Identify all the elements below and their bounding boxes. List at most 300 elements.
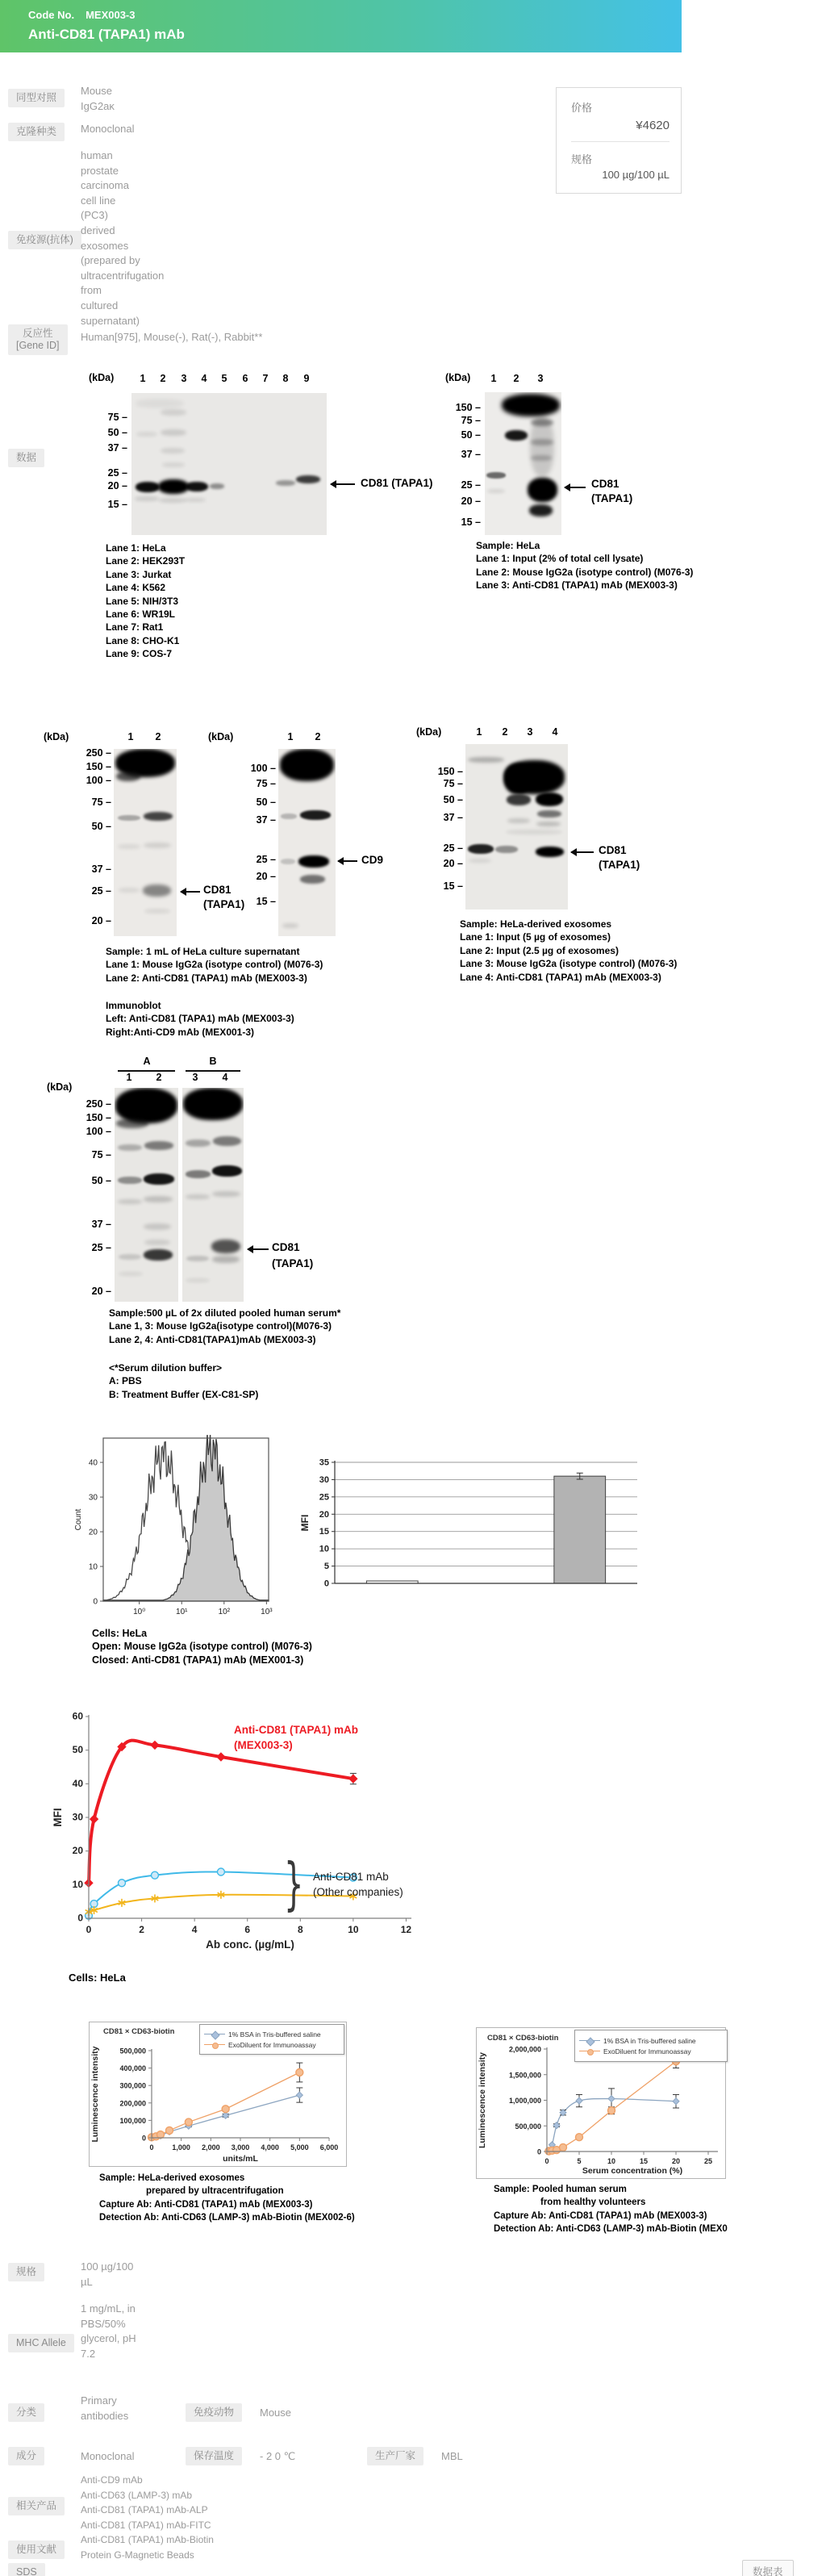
svg-text:40: 40 xyxy=(72,1777,83,1789)
band-label: CD9 xyxy=(361,854,384,866)
text-line: 7.2 xyxy=(81,2347,96,2360)
band-arrow xyxy=(248,1248,269,1250)
svg-text:5,000: 5,000 xyxy=(290,2143,309,2152)
text-line: Lane 1: Input (5 µg of exosomes) xyxy=(460,931,611,943)
svg-text:0: 0 xyxy=(93,1597,98,1607)
text-line: Lane 5: NIH/3T3 xyxy=(106,595,179,607)
band-label: (TAPA1) xyxy=(272,1257,314,1269)
text-line[interactable]: Anti-CD81 (TAPA1) mAb-ALP xyxy=(81,2504,208,2516)
facs-mfi-bar-svg xyxy=(298,1445,645,1606)
text-line: <*Serum dilution buffer> xyxy=(109,1362,223,1374)
mhc-allele-label: MHC Allele xyxy=(8,2334,74,2352)
text-line: carcinoma xyxy=(81,179,129,192)
text-line: [Gene ID] xyxy=(16,340,60,351)
svg-text:10⁰: 10⁰ xyxy=(133,1608,146,1616)
manufacturer-value: MBL xyxy=(441,2450,463,2462)
text-line[interactable]: Protein G-Magnetic Beads xyxy=(81,2549,194,2561)
text-line: (PC3) xyxy=(81,209,108,222)
band-label: (TAPA1) xyxy=(203,898,245,910)
text-line: B: Treatment Buffer (EX-C81-SP) xyxy=(109,1388,259,1400)
page-header xyxy=(0,0,682,52)
panel-b-label: B xyxy=(209,1056,217,1067)
isotype-value xyxy=(81,84,115,114)
text-line: antibodies xyxy=(81,2409,129,2422)
text-line: Cells: HeLa xyxy=(92,1628,148,1639)
legend-entry: ExoDiluent for Immunoassay xyxy=(603,2047,691,2055)
svg-text:2: 2 xyxy=(139,1924,144,1935)
svg-text:20: 20 xyxy=(671,2157,681,2165)
text-line: Lane 2: HEK293T xyxy=(106,555,186,567)
text-line[interactable]: Anti-CD81 (TAPA1) mAb-Biotin xyxy=(81,2534,214,2546)
mw-marker: 37 – xyxy=(94,442,127,454)
titration-caption: Cells: HeLa xyxy=(69,1972,126,1984)
text-line: Lane 1: HeLa xyxy=(106,542,166,554)
price-box xyxy=(556,87,682,194)
svg-text:units/mL: units/mL xyxy=(223,2154,258,2164)
isotype-label: 同型对照 xyxy=(8,89,65,107)
svg-text:0: 0 xyxy=(77,1912,83,1924)
storage-label: 保存温度 xyxy=(186,2447,242,2465)
elisa2-title: CD81 × CD63-biotin xyxy=(487,2034,559,2043)
lane-number: 1 xyxy=(476,726,482,738)
category-label: 分类 xyxy=(8,2403,44,2422)
text-line: Detection Ab: Anti-CD63 (LAMP-3) mAb-Biotin (MEX002-6) xyxy=(99,2213,355,2223)
text-line: prepared by ultracentrifugation xyxy=(146,2186,284,2197)
mw-marker: 250 – xyxy=(77,1098,111,1110)
text-line: Sample: HeLa-derived exosomes xyxy=(99,2173,245,2183)
lane-number: 4 xyxy=(222,1072,228,1083)
svg-text:2,000: 2,000 xyxy=(202,2143,220,2152)
wb5-caption xyxy=(460,918,677,984)
facs-caption xyxy=(92,1627,312,1666)
mw-marker: 25 – xyxy=(77,1242,111,1253)
diamond-marker-icon xyxy=(204,2030,225,2038)
wb2-caption xyxy=(476,539,693,592)
lane-number: 3 xyxy=(192,1072,198,1083)
svg-text:MFI: MFI xyxy=(52,1808,64,1827)
text-line: prostate xyxy=(81,164,119,177)
mw-marker: 150 – xyxy=(77,1112,111,1123)
text-line: (prepared by xyxy=(81,254,140,267)
svg-text:25: 25 xyxy=(703,2157,713,2165)
lane-number: 9 xyxy=(303,373,310,384)
svg-text:0: 0 xyxy=(536,2147,541,2156)
size-label: 规格 xyxy=(571,153,593,165)
lane-number: 2 xyxy=(502,726,508,738)
text-line: Lane 4: Anti-CD81 (TAPA1) mAb (MEX003-3) xyxy=(460,971,661,983)
mw-marker: 75 – xyxy=(447,415,481,426)
mw-marker: 100 – xyxy=(242,763,276,774)
svg-text:0: 0 xyxy=(86,1924,92,1935)
lane-number: 3 xyxy=(527,726,533,738)
mw-marker: 20 – xyxy=(447,496,481,507)
text-line: Immunoblot xyxy=(106,1000,161,1011)
svg-text:30: 30 xyxy=(319,1474,329,1485)
mw-marker: 50 – xyxy=(429,794,463,805)
svg-text:12: 12 xyxy=(400,1924,412,1935)
band-arrow xyxy=(331,483,355,485)
text-line: 反应性 xyxy=(22,328,53,339)
svg-text:MFI: MFI xyxy=(299,1514,311,1532)
text-line: Lane 4: K562 xyxy=(106,582,166,594)
band-label: CD81 xyxy=(272,1241,300,1253)
svg-text:30: 30 xyxy=(72,1811,83,1823)
lane-number: 4 xyxy=(552,726,558,738)
elisa1-caption xyxy=(99,2172,355,2225)
text-line: Capture Ab: Anti-CD81 (TAPA1) mAb (MEX003-3) xyxy=(99,2199,313,2210)
lane-number: 6 xyxy=(242,373,248,384)
svg-text:35: 35 xyxy=(319,1457,329,1468)
text-line: A: PBS xyxy=(109,1375,142,1387)
mw-marker: 20 – xyxy=(429,858,463,869)
mw-marker: 15 – xyxy=(94,499,127,510)
svg-text:10: 10 xyxy=(72,1878,83,1890)
mw-marker: 150 – xyxy=(447,402,481,413)
serum-buffer-note xyxy=(109,1361,258,1401)
kda-label: (kDa) xyxy=(416,726,442,738)
facs-histogram-chart xyxy=(73,1435,274,1622)
immunogen-label: 免疫源(抗体) xyxy=(8,231,81,249)
lane-number: 7 xyxy=(262,373,269,384)
lane-number: 2 xyxy=(513,373,519,384)
text-line: Lane 8: CHO-K1 xyxy=(106,634,180,646)
text-line: 1 mg/mL, in xyxy=(81,2302,136,2315)
mw-marker: 20 – xyxy=(77,915,111,926)
svg-text:6,000: 6,000 xyxy=(319,2143,339,2152)
svg-text:0: 0 xyxy=(323,1579,329,1589)
kda-label: (kDa) xyxy=(44,731,69,742)
text-line[interactable]: Anti-CD63 (LAMP-3) mAb xyxy=(81,2489,193,2501)
text-line: Lane 1: Mouse IgG2a (isotype control) (M076-3) xyxy=(106,959,323,971)
mw-marker: 20 – xyxy=(94,480,127,491)
svg-text:Count: Count xyxy=(74,1508,83,1531)
svg-text:30: 30 xyxy=(88,1493,98,1503)
panel-a-label: A xyxy=(143,1056,151,1067)
wb1-caption xyxy=(106,542,185,661)
band-label: (TAPA1) xyxy=(599,859,640,871)
svg-text:Luminescence intensity: Luminescence intensity xyxy=(478,2051,487,2149)
text-line: Anti-CD81 (TAPA1) mAb xyxy=(234,1724,358,1736)
legend-entry: 1% BSA in Tris-buffered saline xyxy=(603,2036,696,2045)
text-line: Lane 1: Input (2% of total cell lysate) xyxy=(476,553,644,565)
band-arrow xyxy=(565,487,586,488)
text-line: Lane 3: Mouse IgG2a (isotype control) (M076-3) xyxy=(460,958,678,970)
component-value: Monoclonal xyxy=(81,2450,135,2462)
svg-text:25: 25 xyxy=(319,1492,329,1503)
text-line: Lane 3: Anti-CD81 (TAPA1) mAb (MEX003-3) xyxy=(476,579,678,592)
band-label: CD81 xyxy=(599,844,627,856)
mw-marker: 25 – xyxy=(429,843,463,854)
clonality-label: 克隆种类 xyxy=(8,123,65,141)
text-line[interactable]: Anti-CD9 mAb xyxy=(81,2474,143,2486)
immunoblot-note xyxy=(106,999,294,1039)
divider xyxy=(571,141,670,142)
text-line: derived xyxy=(81,224,115,236)
band-label: CD81 (TAPA1) xyxy=(361,477,433,489)
price-label: 价格 xyxy=(571,102,593,114)
mw-marker: 37 – xyxy=(77,864,111,875)
lane-number: 4 xyxy=(201,373,207,384)
mw-marker: 25 – xyxy=(77,885,111,897)
western-blot-image xyxy=(115,1088,178,1302)
svg-text:20: 20 xyxy=(88,1528,98,1537)
text-line: from healthy volunteers xyxy=(540,2198,646,2208)
text-line[interactable]: Anti-CD81 (TAPA1) mAb-FITC xyxy=(81,2519,211,2531)
text-line: cultured xyxy=(81,299,119,312)
mw-marker: 15 – xyxy=(242,896,276,907)
svg-text:500,000: 500,000 xyxy=(119,2047,146,2055)
svg-text:Serum concentration (%): Serum concentration (%) xyxy=(582,2166,683,2176)
svg-text:6: 6 xyxy=(244,1924,251,1935)
titration-other-series-label xyxy=(313,1869,403,1900)
buffer-value xyxy=(81,2302,136,2361)
mw-marker: 20 – xyxy=(77,1286,111,1297)
svg-text:10²: 10² xyxy=(218,1608,231,1616)
titration-red-series-label xyxy=(234,1722,358,1753)
mw-marker: 50 – xyxy=(242,797,276,808)
lane-number: 1 xyxy=(127,731,134,742)
text-line: Detection Ab: Anti-CD63 (LAMP-3) mAb-Biotin (MEX0 xyxy=(494,2224,728,2235)
svg-text:20: 20 xyxy=(72,1845,83,1857)
mw-marker: 25 – xyxy=(447,479,481,491)
svg-text:50: 50 xyxy=(72,1744,83,1756)
svg-text:10: 10 xyxy=(348,1924,359,1935)
lane-number: 2 xyxy=(155,731,161,742)
mw-marker: 75 – xyxy=(94,412,127,423)
band-label: CD81 xyxy=(591,478,620,490)
svg-text:10¹: 10¹ xyxy=(176,1608,188,1616)
circle-marker-icon xyxy=(579,2047,600,2055)
band-arrow xyxy=(338,860,357,862)
text-line: Lane 2, 4: Anti-CD81(TAPA1)mAb (MEX003-3) xyxy=(109,1333,316,1345)
svg-text:200,000: 200,000 xyxy=(119,2099,146,2108)
text-line: Capture Ab: Anti-CD81 (TAPA1) mAb (MEX003-3) xyxy=(494,2210,707,2221)
text-line: Lane 3: Jurkat xyxy=(106,568,172,580)
western-blot-image xyxy=(278,749,336,936)
svg-text:10: 10 xyxy=(319,1544,329,1554)
facs-mfi-bar-chart xyxy=(298,1445,645,1606)
component-label: 成分 xyxy=(8,2447,44,2465)
mw-marker: 250 – xyxy=(77,747,111,759)
product-code: Code No. MEX003-3 xyxy=(28,9,136,21)
text-line: Mouse xyxy=(81,85,113,97)
legend-entry: 1% BSA in Tris-buffered saline xyxy=(228,2030,321,2039)
text-line: from xyxy=(81,284,102,297)
text-line: 100 µg/100 xyxy=(81,2260,134,2273)
svg-text:0: 0 xyxy=(141,2134,146,2143)
size-value: 100 µg/100 µL xyxy=(602,169,670,181)
text-line: Anti-CD81 mAb xyxy=(313,1871,389,1883)
text-line: Lane 7: Rat1 xyxy=(106,621,164,634)
mw-marker: 50 – xyxy=(94,427,127,438)
reactivity-label xyxy=(8,324,68,355)
text-line: (MEX003-3) xyxy=(234,1739,293,1751)
western-blot-image xyxy=(182,1088,244,1302)
brace-glyph: } xyxy=(284,1851,304,1917)
band-arrow xyxy=(181,891,200,893)
category-value xyxy=(81,2394,128,2423)
mw-marker: 37 – xyxy=(242,814,276,826)
related-products-list xyxy=(81,2473,214,2563)
text-line: Sample: HeLa-derived exosomes xyxy=(460,918,612,930)
text-line: IgG2aκ xyxy=(81,99,115,112)
mw-marker: 75 – xyxy=(77,797,111,808)
facs-histogram-svg xyxy=(73,1435,274,1622)
elisa2-caption xyxy=(494,2183,728,2236)
text-line: PBS/50% xyxy=(81,2317,126,2330)
mw-marker: 37 – xyxy=(429,812,463,823)
text-line: Lane 6: WR19L xyxy=(106,608,176,621)
svg-text:100,000: 100,000 xyxy=(119,2116,146,2125)
references-label: 使用文献 xyxy=(8,2540,65,2559)
legend-entry: ExoDiluent for Immunoassay xyxy=(228,2040,316,2049)
svg-text:Ab conc. (µg/mL): Ab conc. (µg/mL) xyxy=(206,1938,294,1951)
svg-text:10³: 10³ xyxy=(261,1608,273,1616)
lane-number: 2 xyxy=(160,373,166,384)
sds-label: SDS xyxy=(8,2563,45,2576)
size-row-label: 规格 xyxy=(8,2263,44,2281)
svg-text:10: 10 xyxy=(607,2157,616,2165)
mw-marker: 100 – xyxy=(77,1126,111,1137)
text-line: Lane 2: Anti-CD81 (TAPA1) mAb (MEX003-3) xyxy=(106,972,307,984)
elisa1-title: CD81 × CD63-biotin xyxy=(103,2027,175,2036)
text-line: Open: Mouse IgG2a (isotype control) (M076-3) xyxy=(92,1641,312,1653)
mw-marker: 37 – xyxy=(447,449,481,460)
immunogen-value xyxy=(81,148,164,328)
svg-text:60: 60 xyxy=(72,1711,83,1722)
svg-text:15: 15 xyxy=(319,1527,329,1537)
kda-label: (kDa) xyxy=(445,372,471,383)
western-blot-image xyxy=(114,749,177,936)
svg-text:5: 5 xyxy=(577,2157,582,2165)
lane-number: 1 xyxy=(126,1072,132,1083)
mw-marker: 50 – xyxy=(447,429,481,441)
svg-text:1,500,000: 1,500,000 xyxy=(508,2071,541,2080)
page-title: Anti-CD81 (TAPA1) mAb xyxy=(28,27,185,42)
lane-number: 1 xyxy=(287,731,294,742)
band-label: (TAPA1) xyxy=(591,492,633,504)
lane-number: 2 xyxy=(156,1072,162,1083)
mw-marker: 50 – xyxy=(77,1175,111,1186)
mw-marker: 50 – xyxy=(77,821,111,832)
mw-marker: 25 – xyxy=(94,467,127,479)
text-line: Closed: Anti-CD81 (TAPA1) mAb (MEX001-3) xyxy=(92,1654,304,1666)
diamond-marker-icon xyxy=(579,2037,600,2044)
lane-number: 3 xyxy=(181,373,187,384)
clonality-value: Monoclonal xyxy=(81,123,135,135)
host-value: Mouse xyxy=(260,2407,292,2419)
svg-text:10: 10 xyxy=(88,1562,98,1572)
mw-marker: 100 – xyxy=(77,775,111,786)
mw-marker: 25 – xyxy=(242,854,276,865)
lane-number: 8 xyxy=(282,373,289,384)
text-line: cell line xyxy=(81,194,116,207)
svg-text:1,000,000: 1,000,000 xyxy=(508,2097,541,2105)
svg-text:0: 0 xyxy=(149,2143,154,2152)
lane-number: 3 xyxy=(537,373,544,384)
text-line: Lane 1, 3: Mouse IgG2a(isotype control)(M076-3) xyxy=(109,1320,332,1332)
mw-marker: 75 – xyxy=(242,778,276,789)
kda-label: (kDa) xyxy=(208,731,234,742)
kda-label: (kDa) xyxy=(47,1081,73,1093)
lane-number: 1 xyxy=(140,373,146,384)
text-line: Lane 9: COS-7 xyxy=(106,648,173,660)
svg-text:500,000: 500,000 xyxy=(515,2122,541,2131)
svg-text:20: 20 xyxy=(319,1509,329,1520)
svg-text:Luminescence intensity: Luminescence intensity xyxy=(90,2046,100,2143)
svg-text:4,000: 4,000 xyxy=(261,2143,279,2152)
elisa2-legend xyxy=(574,2030,728,2062)
data-section-label: 数据 xyxy=(8,449,44,467)
circle-marker-icon xyxy=(204,2041,225,2048)
svg-text:3,000: 3,000 xyxy=(231,2143,250,2152)
mw-marker: 15 – xyxy=(447,516,481,528)
reactivity-value: Human[975], Mouse(-), Rat(-), Rabbit** xyxy=(81,331,263,343)
text-line: ultracentrifugation xyxy=(81,269,165,282)
svg-text:2,000,000: 2,000,000 xyxy=(508,2045,541,2054)
kda-label: (kDa) xyxy=(89,372,115,383)
text-line: µL xyxy=(81,2275,93,2288)
text-line: exosomes xyxy=(81,239,129,252)
price-value: ¥4620 xyxy=(636,119,670,132)
band-arrow xyxy=(571,851,594,853)
text-line: human xyxy=(81,149,113,161)
western-blot-image xyxy=(485,392,561,535)
svg-text:300,000: 300,000 xyxy=(119,2081,146,2090)
svg-text:4: 4 xyxy=(191,1924,198,1935)
text-line: Sample: HeLa xyxy=(476,540,540,551)
manufacturer-label: 生产厂家 xyxy=(367,2447,423,2465)
mw-marker: 15 – xyxy=(429,880,463,892)
lane-number: 5 xyxy=(221,373,227,384)
western-blot-image xyxy=(131,393,327,535)
text-line: Lane 2: Input (2.5 µg of exosomes) xyxy=(460,944,619,956)
mw-marker: 20 – xyxy=(242,871,276,882)
svg-text:0: 0 xyxy=(544,2157,549,2165)
text-line: Left: Anti-CD81 (TAPA1) mAb (MEX003-3) xyxy=(106,1013,294,1025)
lane-number: 2 xyxy=(315,731,321,742)
svg-text:5: 5 xyxy=(323,1562,329,1572)
text-line: glycerol, pH xyxy=(81,2332,136,2345)
text-line: Sample:500 µL of 2x diluted pooled human serum* xyxy=(109,1307,341,1319)
text-line: Sample: 1 mL of HeLa culture supernatant xyxy=(106,946,300,957)
text-line: Sample: Pooled human serum xyxy=(494,2185,627,2194)
lane-number: 1 xyxy=(490,373,497,384)
size-row-value xyxy=(81,2260,133,2290)
related-products-label: 相关产品 xyxy=(8,2497,65,2515)
western-blot-image xyxy=(465,744,568,910)
mw-marker: 150 – xyxy=(77,761,111,772)
storage-value: - 2 0 ℃ xyxy=(260,2450,296,2462)
mw-marker: 37 – xyxy=(77,1219,111,1230)
svg-text:400,000: 400,000 xyxy=(119,2064,146,2073)
svg-text:40: 40 xyxy=(88,1458,98,1468)
wb6-caption xyxy=(109,1307,340,1346)
svg-text:1,000: 1,000 xyxy=(172,2143,190,2152)
mw-marker: 75 – xyxy=(77,1149,111,1160)
text-line: (Other companies) xyxy=(313,1886,403,1898)
datasheet-button[interactable]: 数据表 xyxy=(742,2560,794,2576)
mw-marker: 150 – xyxy=(429,766,463,777)
text-line: supernatant) xyxy=(81,314,140,327)
svg-text:8: 8 xyxy=(297,1924,303,1935)
text-line: Right:Anti-CD9 mAb (MEX001-3) xyxy=(106,1026,255,1038)
text-line: Primary xyxy=(81,2394,117,2407)
wb34-caption xyxy=(106,945,323,985)
mw-marker: 75 – xyxy=(429,778,463,789)
svg-text:15: 15 xyxy=(639,2157,649,2165)
elisa1-legend xyxy=(199,2024,344,2055)
